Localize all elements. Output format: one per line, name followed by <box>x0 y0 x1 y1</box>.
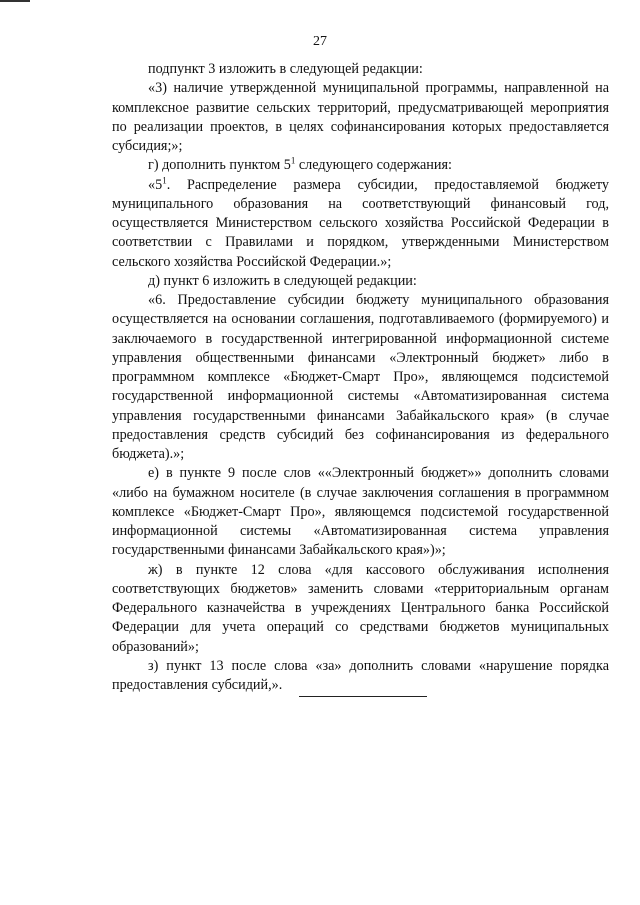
superscript-one: 1 <box>162 174 167 185</box>
paragraph-item-d-intro: д) пункт 6 изложить в следующей редакции: <box>148 272 417 289</box>
paragraph-item-e: е) в пункте 9 после слов ««Электронный бюджет»» дополнить словами «либо на бумажном носителе (в случае заключения соглашения в программном комплексе «Бюджет-Смарт Про», являющемся подсистемой государственной информационной системы «Автоматизированная система управления государственными финансами Забайкальского края»)»; <box>112 465 609 559</box>
document-body <box>112 60 609 695</box>
paragraph-item-zh: ж) в пункте 12 слова «для кассового обслуживания исполнения соответствующих бюджетов» заменить словами «территориальным органам Федерального казначейства в учреждениях Центрального банка Российской Федерации для учета операций со средствами бюджетов муниципальных образований»; <box>112 561 609 655</box>
page-number: 27 <box>313 34 327 49</box>
paragraph-subpoint-3-intro: подпункт 3 изложить в следующей редакции: <box>148 61 423 77</box>
paragraph-point-5-1-text: «$5^1$. Распределение размера субсидии, предоставляемой бюджету муниципального образования на соответствующий финансовый год, осуществляется Министерством сельского хозяйства Российской Федерации в соответствии с Правилами и порядком, утвержденными Министерством сельского хозяйства Российской Федерации.»; <box>112 174 609 270</box>
paragraph-subpoint-3-text: «3) наличие утвержденной муниципальной программы, направленной на комплексное развитие сельских территорий, предусматривающей мероприятия по реализации проектов, в целях софинансирования которых предоставляется субсидия;»; <box>112 80 609 154</box>
scan-corner-mark <box>0 0 30 2</box>
end-of-text-rule <box>299 696 427 697</box>
paragraph-item-g-intro: г) дополнить пунктом $5^1$ следующего содержания: <box>148 155 452 174</box>
superscript-one: 1 <box>290 155 296 166</box>
paragraph-point-6-text: «6. Предоставление субсидии бюджету муниципального образования осуществляется на основании соглашения, подготавливаемого (формируемого) и заключаемого в государственной интегрированной информационной системе управления общественными финансами «Электронный бюджет» либо в программном комплексе «Бюджет-Смарт Про», являющемся подсистемой государственной информационной системы «Автоматизированная система управления государственными финансами Забайкальского края» (в случае предоставления средств субсидий без софинансирования из федерального бюджета).»; <box>112 292 609 462</box>
paragraph-item-z: з) пункт 13 после слова «за» дополнить словами «нарушение порядка предоставления субсидий,». <box>112 657 609 693</box>
